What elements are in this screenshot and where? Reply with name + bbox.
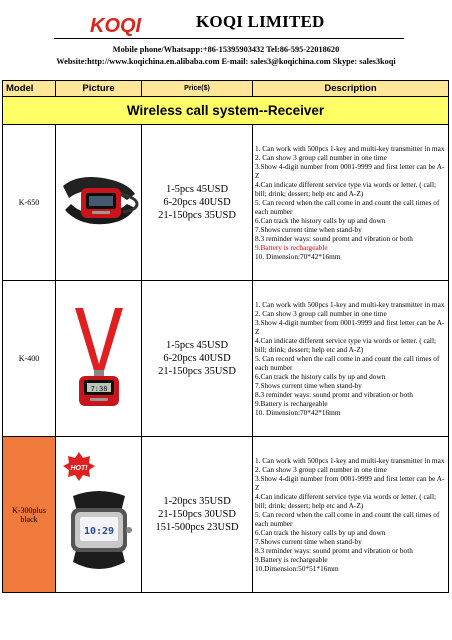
- price-tier: 1-5pcs 45USD: [165, 339, 229, 351]
- desc-line: 3.Show 4-digit number from 0001-9999 and first letter can be A-Z: [255, 161, 445, 180]
- hot-badge: [63, 452, 95, 481]
- price-tier: 6-20pcs 40USD: [163, 352, 231, 364]
- table-header-row: [3, 81, 449, 97]
- model-name: K-650: [18, 198, 40, 207]
- desc-line: 5. Can record when the call come in and count the call times of each number: [255, 197, 440, 217]
- model-cell: [3, 281, 56, 437]
- model-name: K-400: [18, 354, 40, 363]
- desc-line: 9.Battery is rechargeable: [255, 399, 328, 409]
- price-cell: [142, 125, 253, 281]
- model-variant: black: [20, 514, 38, 524]
- desc-line: 3.Show 4-digit number from 0001-9999 and first letter can be A-Z: [255, 473, 445, 492]
- desc-line: 8.3 reminder ways: sound promt and vibration or both: [255, 390, 413, 400]
- picture-cell: [56, 125, 142, 281]
- desc-line: 7.Shows current time when stand-by: [255, 537, 362, 547]
- model-cell: [3, 125, 56, 281]
- contact-phone-line: Mobile phone/Whatsapp:+86-15395903432 Tel:86-595-22018620: [112, 45, 340, 54]
- desc-line: 2. Can show 3 group call number in one time: [255, 308, 387, 318]
- description-cell: [253, 281, 449, 437]
- desc-line: 7.Shows current time when stand-by: [255, 225, 362, 235]
- desc-line: 2. Can show 3 group call number in one time: [255, 152, 387, 162]
- price-cell: [142, 281, 253, 437]
- desc-line: 1. Can work with 500pcs 1-key and multi-key transmitter in max: [255, 143, 445, 153]
- desc-line: 10. Dimension:70*42*16mm: [255, 408, 341, 418]
- wrist-watch-receiver-image: [57, 450, 141, 580]
- desc-line: 10.Dimension:50*51*16mm: [255, 564, 339, 574]
- desc-line: 1. Can work with 500pcs 1-key and multi-key transmitter in max: [255, 299, 445, 309]
- contact-web-line: Website:http://www.koqichina.en.alibaba.com E-mail: sales3@koqichina.com Skype: sales3koqi: [56, 57, 396, 66]
- desc-line: 4.Can indicate different service type via words or letter. ( call; bill; drink; dessert; help etc and A-Z): [255, 179, 437, 198]
- section-banner: Wireless call system--Receiver: [3, 97, 449, 125]
- price-tier: 6-20pcs 40USD: [163, 196, 231, 208]
- col-header-description: Description: [253, 81, 449, 97]
- desc-line: 5. Can record when the call come in and count the call times of each number: [255, 509, 440, 529]
- company-name: KOQI LIMITED: [196, 12, 325, 31]
- description-cell: [253, 437, 449, 593]
- hot-badge-text: HOT!: [69, 464, 88, 472]
- pager-display-text: 7:38: [90, 384, 107, 393]
- desc-line: 7.Shows current time when stand-by: [255, 381, 362, 391]
- desc-line: 6.Can track the history calls by up and down: [255, 216, 386, 226]
- price-tier: 21-150pcs 35USD: [158, 366, 236, 378]
- picture-cell: [56, 281, 142, 437]
- company-logo: [88, 12, 178, 38]
- col-header-model: Model: [3, 81, 56, 97]
- picture-cell: [56, 437, 142, 593]
- col-header-price: Price($): [142, 81, 253, 97]
- desc-line: 8.3 reminder ways: sound promt and vibration or both: [255, 546, 413, 556]
- price-tier: 21-150pcs 35USD: [158, 210, 236, 222]
- page-header: [0, 0, 452, 70]
- desc-line-battery: 9.Battery is rechargeable: [255, 243, 328, 253]
- table-row: [3, 437, 449, 593]
- price-tier: 151-500pcs 23USD: [155, 522, 239, 534]
- logo-text: KOQI: [90, 15, 142, 37]
- price-tier: 21-150pcs 30USD: [158, 508, 236, 520]
- desc-line: 6.Can track the history calls by up and down: [255, 528, 386, 538]
- model-cell: [3, 437, 56, 593]
- table-row: [3, 125, 449, 281]
- desc-line: 10. Dimension:70*42*16mm: [255, 252, 341, 262]
- col-header-picture: Picture: [56, 81, 142, 97]
- lanyard-pager-image: [57, 304, 141, 414]
- desc-line: 9.Battery is rechargeable: [255, 555, 328, 565]
- description-cell: [253, 125, 449, 281]
- desc-line: 6.Can track the history calls by up and down: [255, 372, 386, 382]
- table-row: [3, 281, 449, 437]
- desc-line: 1. Can work with 500pcs 1-key and multi-key transmitter in max: [255, 455, 445, 465]
- wrist-watch-pager-image: [57, 168, 141, 238]
- desc-line: 4.Can indicate different service type via words or letter. ( call; bill; drink; dessert; help etc and A-Z): [255, 335, 437, 354]
- watch-display-text: 10:29: [83, 525, 114, 537]
- product-table: [2, 80, 449, 593]
- price-tier: 1-20pcs 35USD: [163, 495, 231, 507]
- banner-row: [3, 97, 449, 125]
- desc-line: 3.Show 4-digit number from 0001-9999 and first letter can be A-Z: [255, 317, 445, 336]
- price-cell: [142, 437, 253, 593]
- price-tier: 1-5pcs 45USD: [165, 183, 229, 195]
- desc-line: 5. Can record when the call come in and count the call times of each number: [255, 353, 440, 373]
- desc-line: 2. Can show 3 group call number in one time: [255, 464, 387, 474]
- model-name: K-300plus: [12, 505, 46, 515]
- desc-line: 8.3 reminder ways: sound promt and vibration or both: [255, 234, 413, 244]
- header-divider: [54, 38, 404, 39]
- desc-line: 4.Can indicate different service type via words or letter. ( call; bill; drink; dessert; help etc and A-Z): [255, 491, 437, 510]
